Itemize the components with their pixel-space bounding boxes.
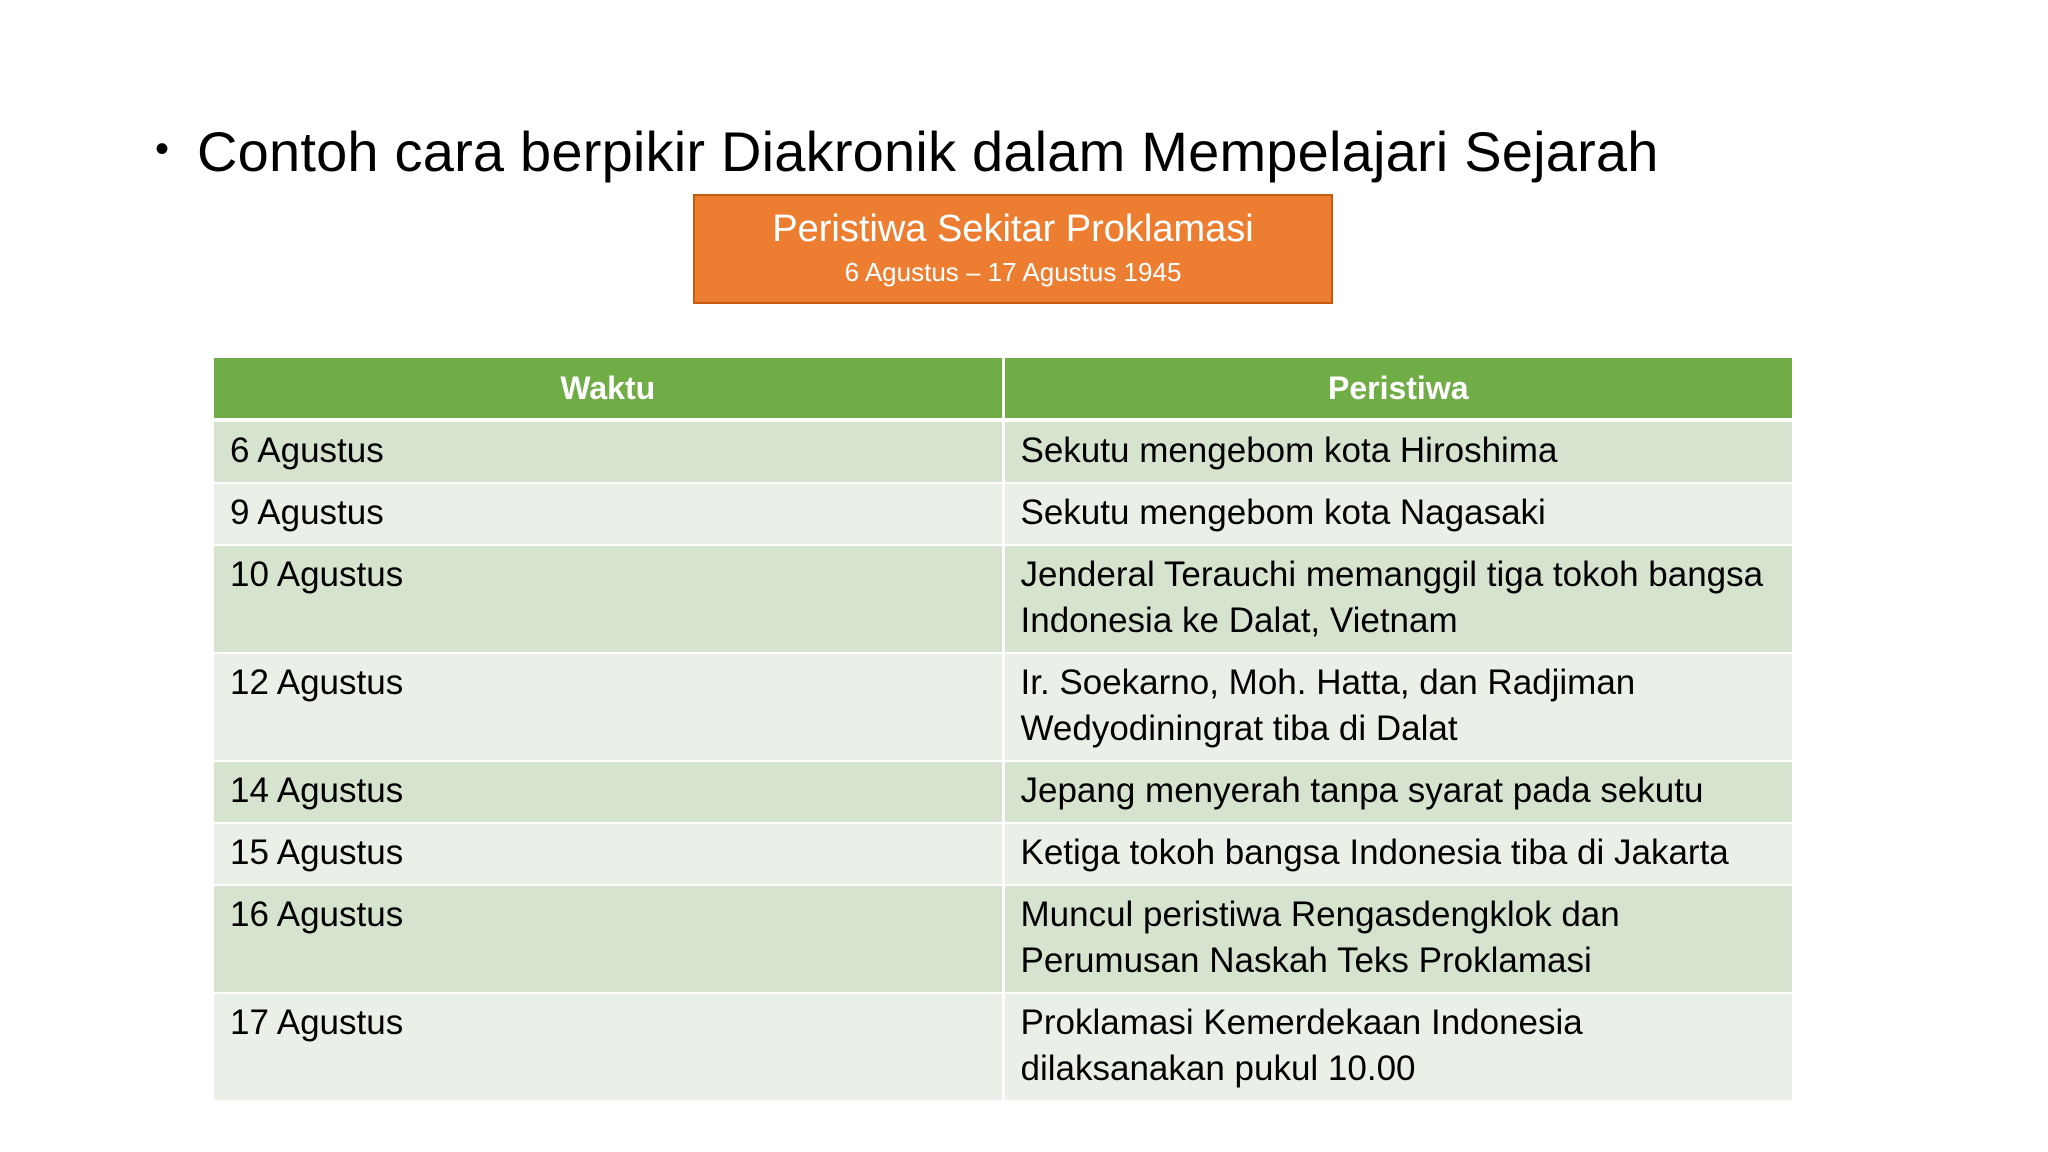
cell-peristiwa: Ir. Soekarno, Moh. Hatta, dan Radjiman Wedyodiningrat tiba di Dalat	[1003, 653, 1792, 761]
cell-waktu: 10 Agustus	[214, 545, 1003, 653]
title-box-title: Peristiwa Sekitar Proklamasi	[772, 208, 1254, 251]
bullet-heading	[155, 112, 1659, 192]
table-row	[214, 823, 1792, 885]
cell-waktu: 16 Agustus	[214, 885, 1003, 993]
cell-peristiwa: Sekutu mengebom kota Nagasaki	[1003, 483, 1792, 545]
cell-peristiwa: Muncul peristiwa Rengasdengklok dan Perumusan Naskah Teks Proklamasi	[1003, 885, 1792, 993]
cell-waktu: 17 Agustus	[214, 993, 1003, 1101]
table-row	[214, 761, 1792, 823]
table-row	[214, 885, 1792, 993]
cell-peristiwa: Jenderal Terauchi memanggil tiga tokoh bangsa Indonesia ke Dalat, Vietnam	[1003, 545, 1792, 653]
cell-waktu: 12 Agustus	[214, 653, 1003, 761]
table-row	[214, 545, 1792, 653]
table-row	[214, 993, 1792, 1101]
cell-waktu: 9 Agustus	[214, 483, 1003, 545]
cell-waktu: 14 Agustus	[214, 761, 1003, 823]
table-row	[214, 653, 1792, 761]
cell-waktu: 6 Agustus	[214, 420, 1003, 483]
header-peristiwa: Peristiwa	[1003, 358, 1792, 420]
cell-peristiwa: Sekutu mengebom kota Hiroshima	[1003, 420, 1792, 483]
cell-peristiwa: Proklamasi Kemerdekaan Indonesia dilaksanakan pukul 10.00	[1003, 993, 1792, 1101]
cell-peristiwa: Jepang menyerah tanpa syarat pada sekutu	[1003, 761, 1792, 823]
slide-heading: Contoh cara berpikir Diakronik dalam Mempelajari Sejarah	[197, 120, 1659, 183]
title-box	[693, 194, 1333, 304]
events-table	[214, 358, 1792, 1102]
title-box-subtitle: 6 Agustus – 17 Agustus 1945	[844, 256, 1182, 287]
table-header-row	[214, 358, 1792, 420]
cell-waktu: 15 Agustus	[214, 823, 1003, 885]
cell-peristiwa: Ketiga tokoh bangsa Indonesia tiba di Jakarta	[1003, 823, 1792, 885]
header-waktu: Waktu	[214, 358, 1003, 420]
bullet-icon: •	[155, 127, 170, 171]
table-row	[214, 483, 1792, 545]
table-row	[214, 420, 1792, 483]
